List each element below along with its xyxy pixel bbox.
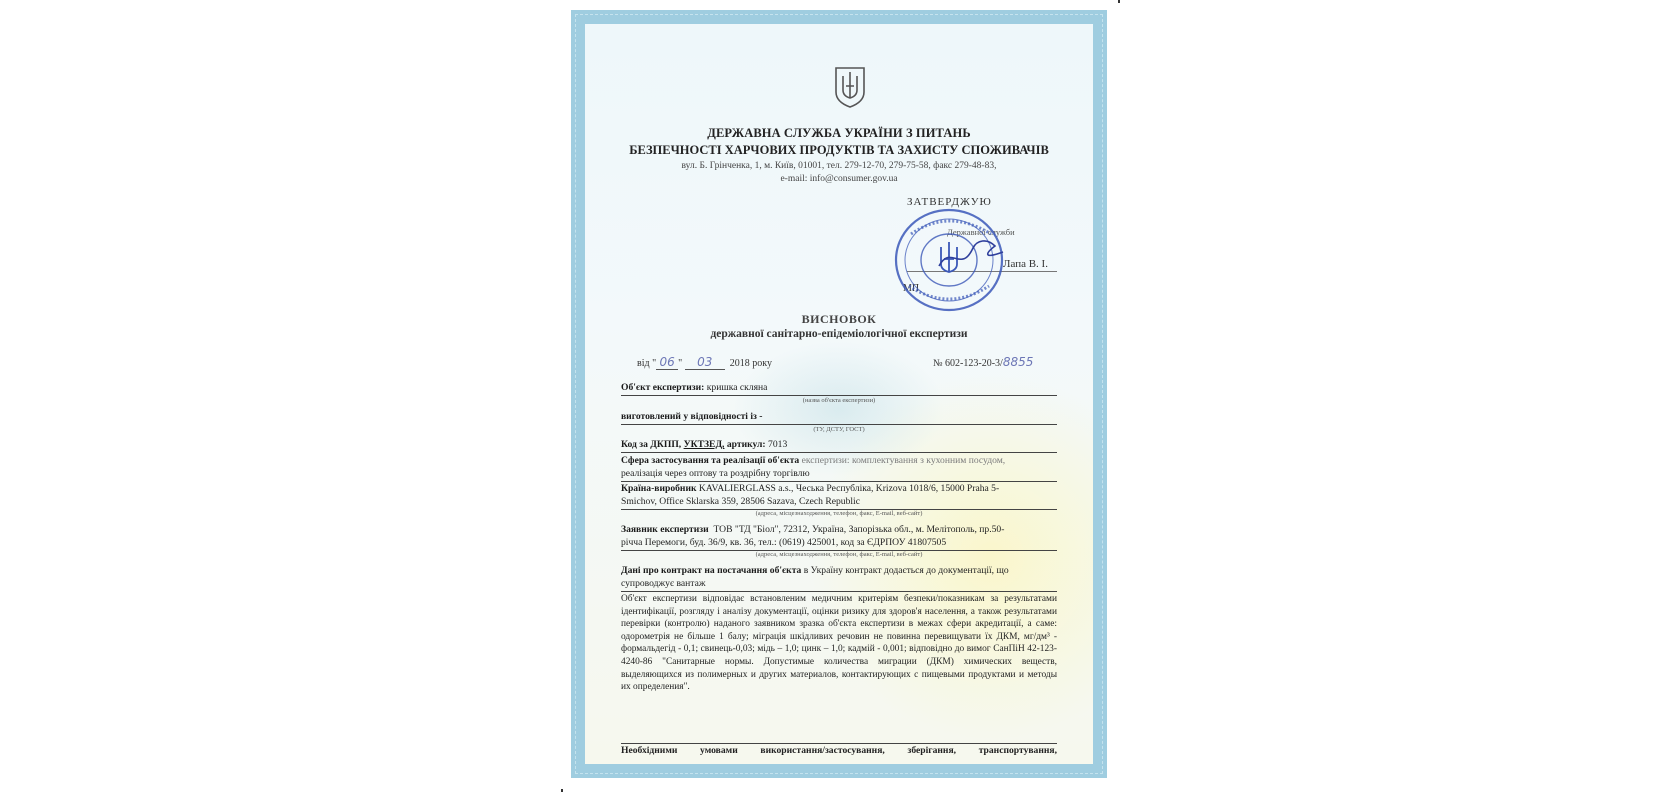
date-prefix: від " [637,358,657,369]
document-date [637,355,772,370]
made-rule [621,424,1057,425]
made-caption: (ТУ, ДСТУ, ГОСТ) [813,426,865,433]
applicant-caption: (адреса, місцезнаходження, телефон, факс, E-mail, веб-сайт) [755,551,923,558]
made-field [621,411,1057,424]
trident-emblem-icon [833,64,867,108]
country-label: Країна-виробник [621,483,697,494]
scope-field [621,455,1057,480]
conditions-line: Необхідними умовами використання/застосування, зберігання, транспортування, [621,745,1057,756]
certificate-content [607,24,1071,764]
document-title: ВИСНОВОК [801,312,877,326]
conclusion-rule [621,743,1057,744]
code-field [621,439,1057,452]
applicant-field [621,524,1057,549]
approval-name: Лапа В. І. [1003,258,1048,270]
country-value-line1: KAVALIERGLASS a.s., Чеська Республіка, Krizova 1018/6, 15000 Praha 5- [698,483,1000,494]
scope-rule [621,481,1057,482]
date-quote: " [678,358,683,369]
agency-name-line1: ДЕРЖАВНА СЛУЖБА УКРАЇНИ З ПИТАНЬ [707,126,971,140]
code-rule [621,452,1057,453]
code-label-article: артикул: [726,439,766,450]
object-field [621,382,1057,395]
contract-value-line1: в Україну контракт додається до документації, що [803,565,1009,576]
certificate-sheet [571,10,1107,778]
agency-address: вул. Б. Грінченка, 1, м. Київ, 01001, тел. 279-12-70, 279-75-58, факс 279-48-83, [681,161,997,171]
object-label: Об'єкт експертизи: [621,382,705,393]
object-value: кришка скляна [706,382,768,393]
document-number [933,355,1033,369]
contract-rule [621,591,1057,592]
contract-field [621,565,1057,590]
contract-label: Дані про контракт на постачання об'єкта [621,565,802,576]
date-year: 2018 року [729,358,772,369]
contract-value-line2: супроводжує вантаж [621,577,706,589]
applicant-label: Заявник експертизи [621,524,709,535]
official-seal-stamp [891,204,1015,314]
country-field [621,483,1057,508]
object-caption: (назва об'єкта експертизи) [802,397,876,404]
applicant-value-line2: річча Перемоги, буд. 36/9, кв. 36, тел.: (0619) 425001, код за ЄДРПОУ 41807505 [621,536,947,548]
number-handwritten: 8855 [1002,355,1034,369]
scan-mark-top [1118,0,1120,3]
approval-title: ЗАТВЕРДЖУЮ [907,196,992,208]
code-value: 7013 [768,439,788,450]
agency-email: e-mail: info@consumer.gov.ua [780,174,898,184]
approval-position: Державної служби [947,227,1015,237]
scan-mark-bottom [561,789,563,792]
code-label-dkpp: Код за ДКПП, [621,439,682,450]
agency-name-line2: БЕЗПЕЧНОСТІ ХАРЧОВИХ ПРОДУКТІВ ТА ЗАХИСТУ СПОЖИВАЧІВ [629,143,1049,157]
scope-value-line2: реалізація через оптову та роздрібну торгівлю [621,467,810,479]
document-subtitle: державної санітарно-епідеміологічної експертизи [710,328,968,340]
country-value-line2: Smichov, Office Sklarska 359, 28506 Sazava, Czech Republic [621,495,860,507]
date-month: 03 [685,355,725,370]
made-label: виготовлений у відповідності із - [621,411,763,422]
scope-label: Сфера застосування та реалізації об'єкта [621,455,800,466]
applicant-value-line1: ТОВ "ТД "Біол", 72312, Україна, Запорізька обл., м. Мелітополь, пр.50- [713,524,1005,535]
scope-value-line1: експертизи: комплектування з кухонним посудом, [801,455,1006,466]
country-caption: (адреса, місцезнаходження, телефон, факс, E-mail, веб-сайт) [755,510,923,517]
object-rule [621,395,1057,396]
seal-place-label: МП [903,283,920,294]
date-day: 06 [656,355,678,370]
code-label-uktzed: УКТЗЕД, [683,439,725,450]
number-prefix: № 602-123-20-3/ [933,358,1003,369]
conclusion-paragraph: Об'єкт експертизи відповідає встановленим медичним критеріям безпеки/показникам за результатами ідентифікації, розгляду і аналізу документації, оцінки ризику для здоров'я населення, а також результатами перевірки (контролю) наданого заявником зразка об'єкта експертизи в межах сфери акредитації, а саме: одорометрія не більше 1 балу; міграція шкідливих речовин не повинна перевищувати їх ДКМ, мг/дм³ - формальдегід - 0,1; свинець-0,03; мідь – 1,0; цинк – 1,0; кадмій - 0,001; відповідно до вимог СанПіН 42-123-4240-86 "Санитарные нормы. Допустимые количества миграции (ДКМ) химических веществ, выделяющихся из полимерных и других материалов, контактирующих с пищевыми продуктами и методы их определения". [621,594,1057,693]
